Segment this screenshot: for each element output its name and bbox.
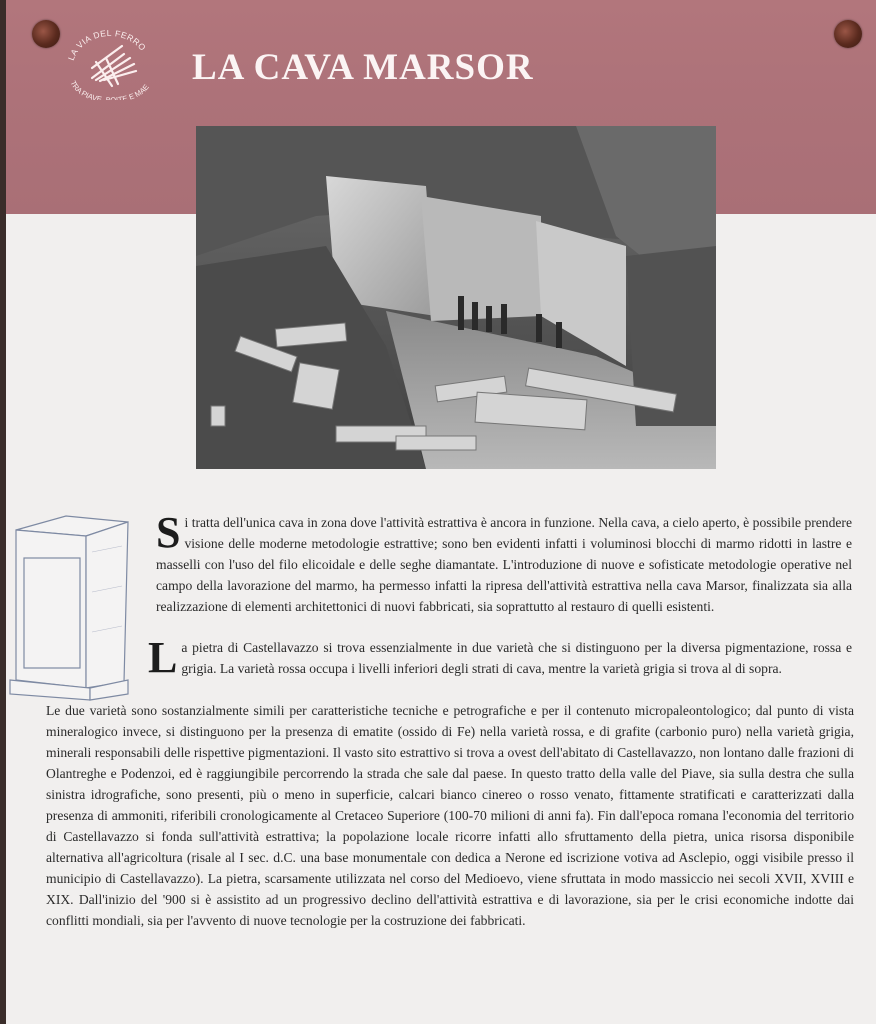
quarry-photo — [196, 126, 716, 469]
paragraph-2 — [148, 633, 852, 682]
left-bolt-icon — [32, 20, 60, 48]
information-sign — [6, 0, 876, 1024]
dropcap-s: S — [156, 508, 181, 557]
page-title: LA CAVA MARSOR — [192, 47, 534, 88]
roman-monument-illustration — [6, 512, 130, 702]
dropcap-l: L — [148, 633, 178, 682]
logo-bottom-text: TRA PIAVE, ITE E MAE — [68, 79, 151, 100]
paragraph-3-text: Le due varietà sono sostanzialmente simili per caratteristiche tecniche e petrografiche e per il contenuto micropaleontologico; dal punto di vista mineralogico invece, si distinguono per la presenza di ematite (ossido di Fe) nella varietà rossa, e di grafite (carbonio puro) nella varietà grigia, minerali responsabili delle rispettive pigmentazioni. Il vasto sito estrattivo si trova a ovest dell'abitato di Castellavazzo, non lontano dalle frazioni di Olantreghe e Podenzoi, ed è raggiungibile percorrendo la strada che sale dal paese. In questo tratto della valle del Piave, sia sulla destra che sulla sinistra idrografiche, sono presenti, più o meno in superficie, calcari bianco cinereo o rosso venato, fittamente stratificati e caratterizzati dalla presenza di ammoniti, riferibili cronologicamente al Cretaceo Superiore (100-70 milioni di anni fa). Fin dall'epoca romana l'economia del territorio di Castellavazzo si fonda sull'attività estrattiva; la popolazione locale ricorre infatti allo sfruttamento della pietra, unica risorsa disponibile alternativa all'agricoltura (risale al I sec. d.C. una base monumentale con dedica a Nerone ed iscrizione votiva ad Asclepio, oggi visibile presso il municipio di Castellavazzo). La pietra, scarsamente utilizzata nel corso del Medioevo, viene sfruttata in modo massiccio nei secoli XVII, XVIII e XIX. Dall'inizio del '900 si è assistito ad un progressivo declino dell'attività estrattiva e di lavorazione, sia per le crisi economiche indotte dai conflitti mondiali, sia per l'avvento di nuove tecnologie per la costruzione dei fabbricati. — [46, 703, 854, 928]
paragraph-3 — [46, 700, 854, 931]
paragraph-1 — [156, 508, 852, 617]
logo-top-text: LA VIA DEL FERRO — [65, 28, 149, 62]
via-del-ferro-logo — [62, 28, 158, 100]
paragraph-1-text: i tratta dell'unica cava in zona dove l'attività estrattiva è ancora in funzione. Nella cava, a cielo aperto, è possibile prendere visione delle moderne metodologie estrattive; sono ben evidenti infatti i voluminosi blocchi di marmo ridotti in lastre e masselli con l'uso del filo elicoidale e delle seghe diamantate. L'introduzione di nuove e sofisticate metodologie operative nel campo della lavorazione del marmo, ha permesso infatti la ripresa dell'attività estrattiva nella cava Marsor, finalizzata sia alla realizzazione di elementi architettonici di nuovi fabbricati, sia soprattutto al restauro di quelli esistenti. — [156, 515, 852, 614]
paragraph-2-text: a pietra di Castellavazzo si trova essenzialmente in due varietà che si distinguono per la diversa pigmentazione, rossa e grigia. La varietà rossa occupa i livelli inferiori degli strati di cava, mentre la varietà grigia si trova al di sopra. — [181, 640, 852, 676]
right-bolt-icon — [834, 20, 862, 48]
